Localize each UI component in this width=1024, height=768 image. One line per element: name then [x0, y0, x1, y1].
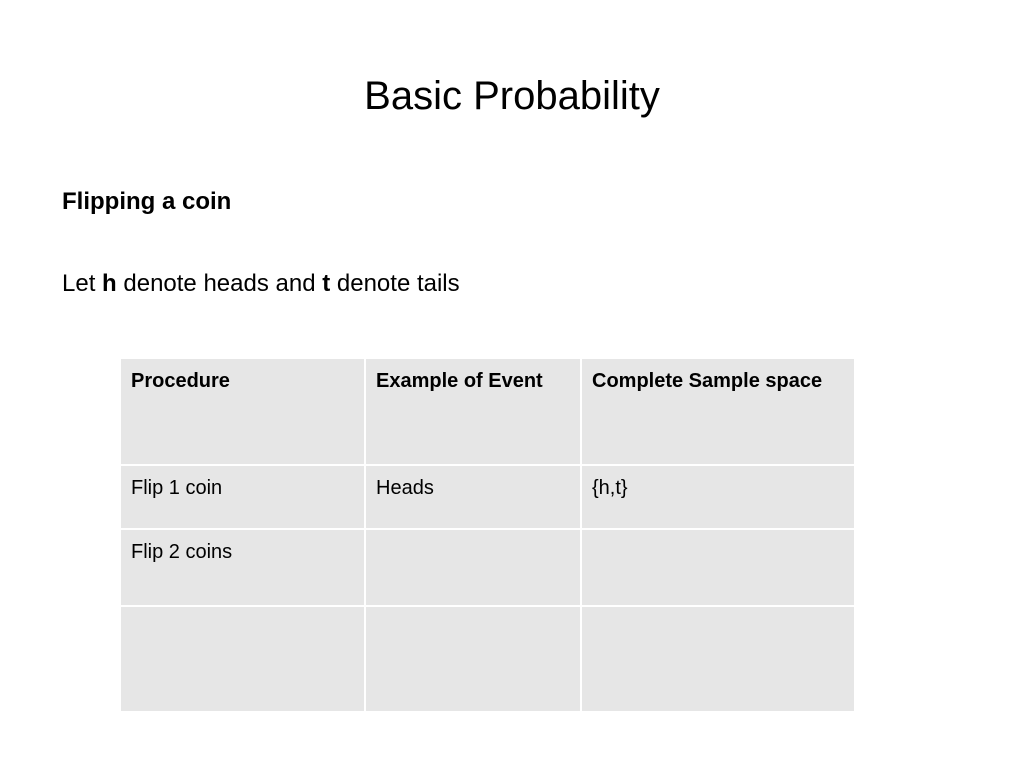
subheading: Flipping a coin: [62, 188, 232, 215]
body-text-part-2: denote heads and: [116, 270, 323, 297]
table-cell: {h,t}: [581, 465, 855, 529]
sample-space-table: [119, 357, 856, 713]
table-cell: [581, 606, 855, 712]
table-row: [120, 529, 855, 606]
header-cell-example-event: Example of Event: [365, 358, 581, 465]
table-cell: Flip 2 coins: [120, 529, 365, 606]
table-cell: [365, 606, 581, 712]
table-row: [120, 606, 855, 712]
table-cell: [581, 529, 855, 606]
table-header-row: [120, 358, 855, 465]
table-cell: [365, 529, 581, 606]
header-cell-procedure: Procedure: [120, 358, 365, 465]
tails-symbol: t: [322, 270, 331, 297]
body-text: [62, 268, 460, 300]
slide-title: Basic Probability: [364, 74, 660, 118]
table-cell: Flip 1 coin: [120, 465, 365, 529]
table-row: [120, 465, 855, 529]
body-text-part-1: Let: [62, 270, 103, 297]
body-text-part-3: denote tails: [330, 270, 460, 297]
table-cell: [120, 606, 365, 712]
table-cell: Heads: [365, 465, 581, 529]
header-cell-sample-space: Complete Sample space: [581, 358, 855, 465]
heads-symbol: h: [102, 270, 117, 297]
